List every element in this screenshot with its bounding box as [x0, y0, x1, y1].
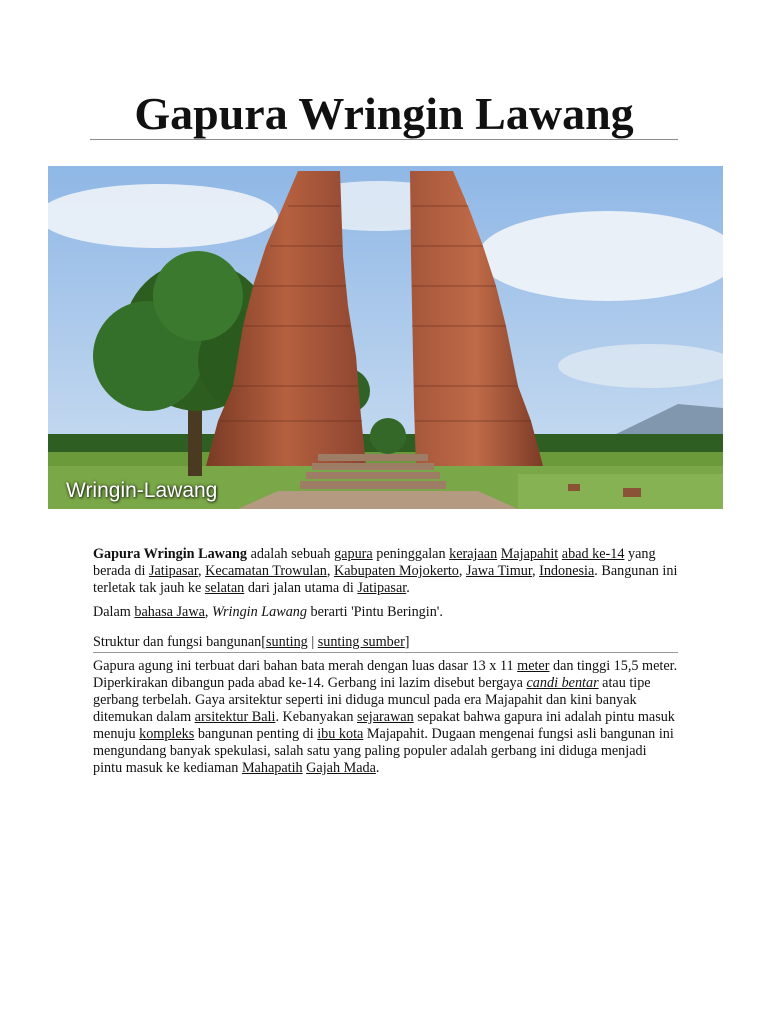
- text: dari jalan utama di: [244, 580, 358, 596]
- text: . Kebanyakan: [275, 709, 357, 725]
- link-jatipasar[interactable]: Jatipasar: [148, 563, 199, 579]
- text: peninggalan: [372, 546, 450, 562]
- gate-photo: [48, 166, 723, 509]
- link-meter[interactable]: meter: [517, 658, 550, 674]
- text: bangunan penting di: [194, 726, 318, 742]
- link-mahapatih[interactable]: Mahapatih: [241, 760, 303, 776]
- text: ,: [326, 563, 334, 579]
- article-body: [93, 546, 678, 777]
- link-kecamatan[interactable]: Kecamatan Trowulan: [205, 563, 327, 579]
- link-indonesia[interactable]: Indonesia: [539, 563, 595, 579]
- link-kerajaan[interactable]: kerajaan: [449, 546, 498, 562]
- link-bahasa-jawa[interactable]: bahasa Jawa: [134, 604, 205, 620]
- split-gate-illustration: [48, 166, 723, 509]
- text: atau tipe gerbang terbelah. Gaya arsitektur seperti ini diduga muncul pada era Majapahit dan kini banyak ditemukan dalam: [93, 675, 651, 725]
- text: Gapura agung ini terbuat dari bahan bata merah dengan luas dasar 13 x 11: [93, 658, 518, 674]
- link-kompleks[interactable]: kompleks: [139, 726, 195, 742]
- link-abad[interactable]: abad ke-14: [561, 546, 625, 562]
- meaning-paragraph: [93, 604, 678, 621]
- text: sepakat bahwa gapura ini adalah pintu masuk menuju: [93, 709, 675, 742]
- text: ,: [458, 563, 466, 579]
- link-ibu-kota[interactable]: ibu kota: [317, 726, 364, 742]
- bracket: ]: [404, 634, 410, 650]
- link-sejarawan[interactable]: sejarawan: [356, 709, 414, 725]
- link-selatan[interactable]: selatan: [204, 580, 245, 596]
- text: ,: [532, 563, 540, 579]
- text: . Bangunan ini terletak tak jauh ke: [93, 563, 678, 596]
- text: adalah sebuah: [247, 546, 335, 562]
- section-title: Struktur dan fungsi bangunan[: [93, 634, 266, 650]
- section-heading: [93, 634, 678, 653]
- italic-name: Wringin Lawang: [211, 604, 307, 620]
- edit-source-link[interactable]: sunting sumber: [317, 634, 405, 650]
- structure-paragraph: [93, 658, 678, 777]
- text: .: [406, 580, 410, 596]
- text: dan tinggi 15,5 meter. Diperkirakan dibangun pada abad ke-14. Gerbang ini lazim disebut bergaya: [93, 658, 678, 691]
- title-divider: [90, 139, 678, 140]
- text: Majapahit. Dugaan mengenai fungsi asli bangunan ini mengundang banyak spekulasi, salah satu yang paling populer adalah gerbang ini diduga menjadi pintu masuk ke kediaman: [93, 726, 674, 776]
- text: Dalam: [93, 604, 135, 620]
- intro-paragraph: [93, 546, 678, 597]
- link-jawa-timur[interactable]: Jawa Timur: [465, 563, 532, 579]
- text: ,: [198, 563, 206, 579]
- separator: |: [307, 634, 318, 650]
- link-gapura[interactable]: gapura: [334, 546, 373, 562]
- link-kabupaten[interactable]: Kabupaten Mojokerto: [333, 563, 459, 579]
- photo-caption: Wringin-Lawang: [66, 479, 218, 502]
- text: .: [375, 760, 380, 776]
- link-majapahit[interactable]: Majapahit: [500, 546, 559, 562]
- edit-link[interactable]: sunting: [265, 634, 308, 650]
- link-arsitektur-bali[interactable]: arsitektur Bali: [194, 709, 276, 725]
- article-subject: Gapura Wringin Lawang: [93, 546, 248, 562]
- link-jatipasar-2[interactable]: Jatipasar: [357, 580, 407, 596]
- text: yang berada di: [93, 546, 656, 579]
- text: ,: [204, 604, 212, 620]
- link-gajah-mada[interactable]: Gajah Mada: [306, 760, 376, 776]
- link-candi-bentar[interactable]: candi bentar: [526, 675, 599, 691]
- page-title: Gapura Wringin Lawang: [134, 88, 634, 139]
- text: berarti 'Pintu Beringin'.: [306, 604, 443, 620]
